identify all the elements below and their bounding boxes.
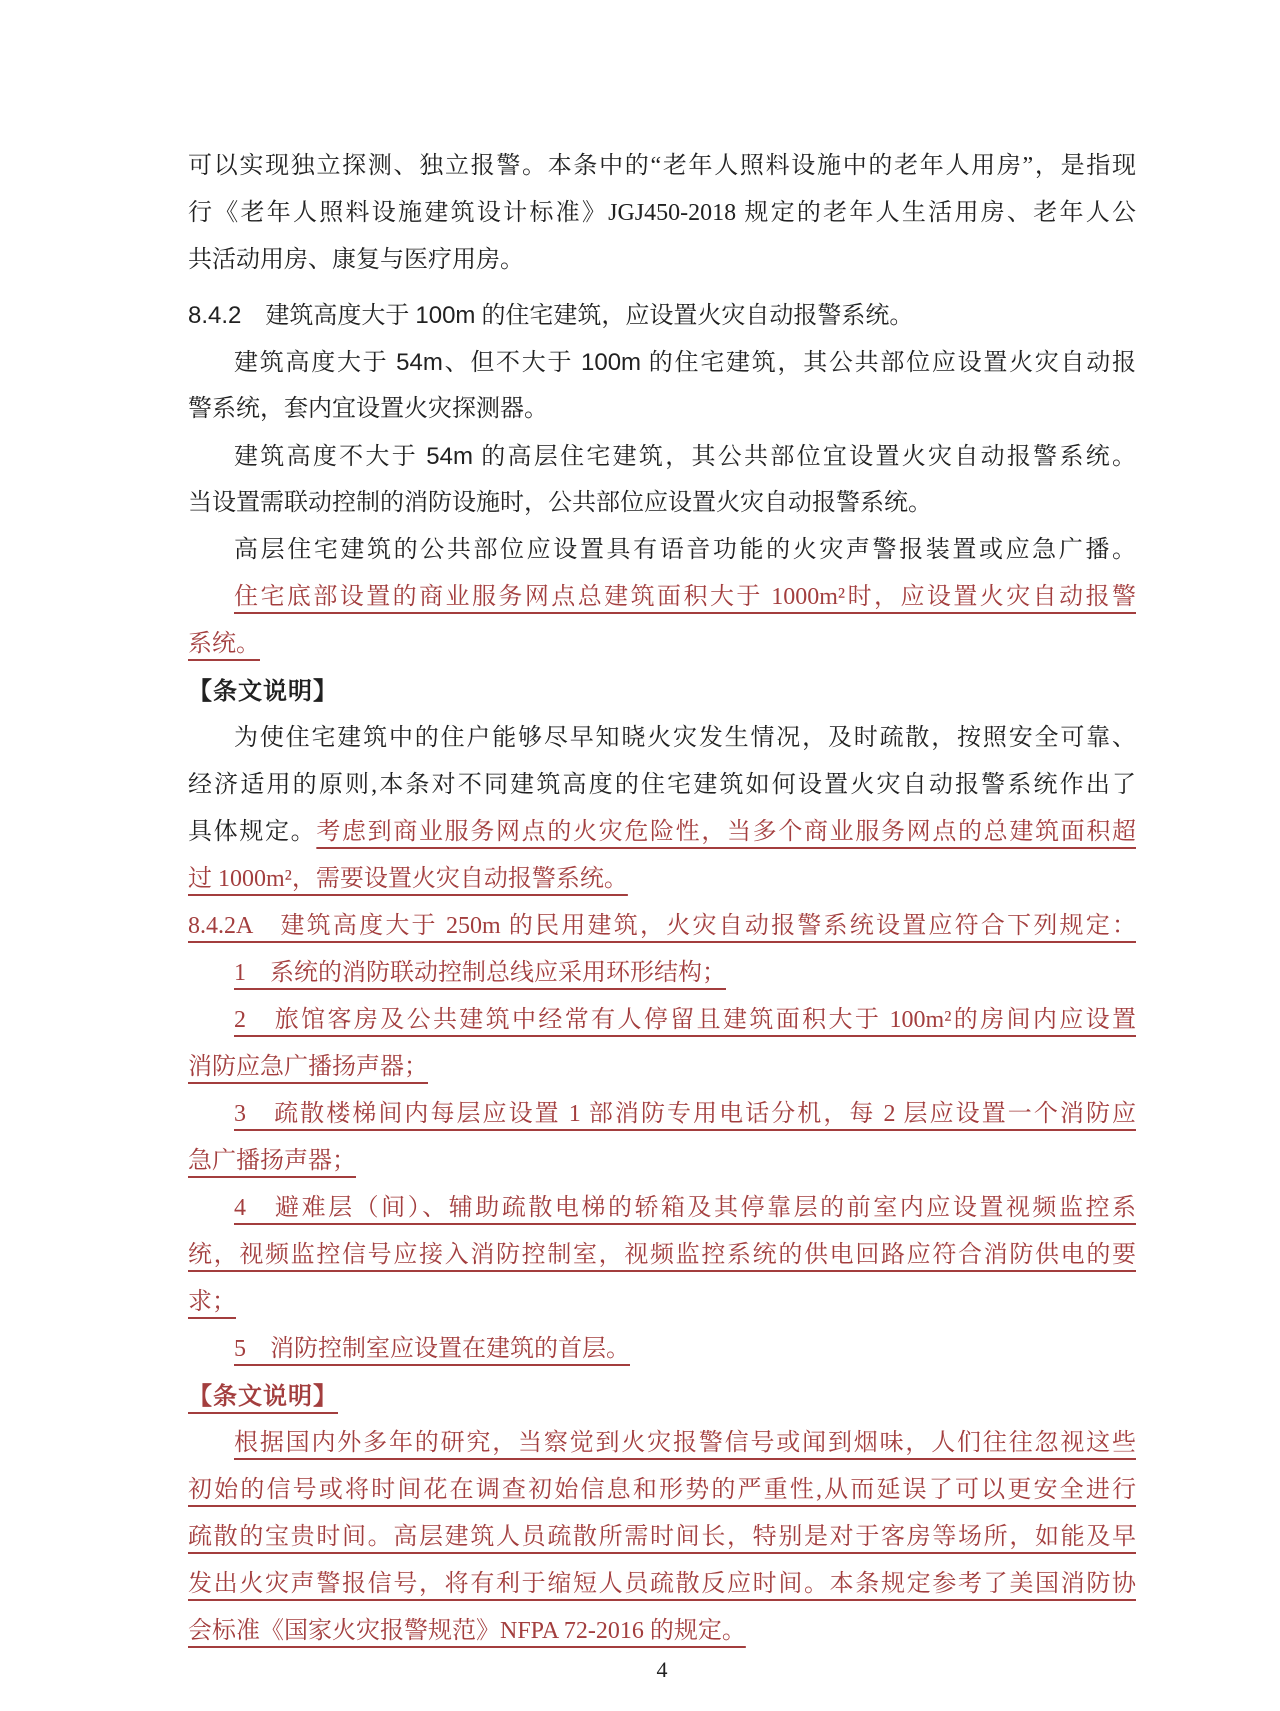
revision-explanation-line2 [188,1467,1136,1514]
text-run: 求； [188,1289,236,1315]
text-run: 54m [426,443,473,470]
text-run: 的住宅建筑，应设置火灾自动报警系统。 [475,303,914,329]
text-run: 8.4.2 [188,302,242,329]
text-run: 建筑高度大于 [234,350,397,376]
clause-8-4-2-line1 [188,292,1136,339]
text-run: 54m [396,349,443,376]
text-run: 当设置需联动控制的消防设施时，公共部位应设置火灾自动报警系统。 [188,490,932,516]
clause-8-4-2A-item4-line1 [188,1185,1136,1232]
text-run: 100m [415,302,476,329]
text-run: 根据国内外多年的研究，当察觉到火灾报警信号或闻到烟味，人们往往忽视这些 [234,1430,1136,1456]
text-run: 的高层住宅建筑，其公共部位宜设置火灾自动报警系统。 [472,444,1136,470]
page-number: 4 [656,1657,668,1682]
text-run: 住宅底部设置的商业服务网点总建筑面积大于 1000m²时，应设置火灾自动报警 [234,584,1136,610]
clause-8-4-2A-item4-line2 [188,1232,1136,1279]
clause-8-4-2A-item1 [188,950,1136,997]
text-run: 过 1000m²，需要设置火灾自动报警系统。 [188,866,628,892]
text-run: 为使住宅建筑中的住户能够尽早知晓火灾发生情况，及时疏散，按照安全可靠、 [234,725,1136,751]
text-run: 发出火灾声警报信号，将有利于缩短人员疏散反应时间。本条规定参考了美国消防协 [188,1571,1136,1597]
text-run: 100m [581,349,642,376]
prev-explanation-line3 [188,237,1136,284]
revision-explanation-line4 [188,1561,1136,1608]
text-run: 、但不大于 [442,350,581,376]
explanation-line3 [188,809,1136,856]
text-run: 警系统，套内宜设置火灾探测器。 [188,396,548,422]
text-run: 疏散的宝贵时间。高层建筑人员疏散所需时间长，特别是对于客房等场所，如能及早 [188,1524,1136,1550]
text-run: 【条文说明】 [188,1383,338,1410]
clause-8-4-2A-item3-line1 [188,1091,1136,1138]
explanation-line1 [188,715,1136,762]
text-run: 3 疏散楼梯间内每层应设置 1 部消防专用电话分机，每 2 层应设置一个消防应 [234,1101,1136,1127]
revision-explanation-line5 [188,1608,1136,1655]
clause-8-4-2-line2 [188,339,1136,386]
clause-8-4-2A-item5 [188,1326,1136,1373]
text-run: 的住宅建筑，其公共部位应设置火灾自动报 [641,350,1136,376]
clause-8-4-2-line3 [188,386,1136,433]
clause-8-4-2A-item2-line1 [188,997,1136,1044]
clause-8-4-2A-item2-line2 [188,1044,1136,1091]
section-heading-explanation-revision [188,1373,1136,1420]
explanation-line2 [188,762,1136,809]
clause-8-4-2-line5 [188,480,1136,527]
clause-8-4-2A-item3-line2 [188,1138,1136,1185]
text-run: 建筑高度大于 [241,303,416,329]
text-run: 急广播扬声器； [188,1148,356,1174]
text-run: 统，视频监控信号应接入消防控制室，视频监控系统的供电回路应符合消防供电的要 [188,1242,1136,1268]
text-run: 初始的信号或将时间花在调查初始信息和形势的严重性,从而延误了可以更安全进行 [188,1477,1136,1503]
text-run: 消防应急广播扬声器； [188,1054,428,1080]
clause-8-4-2-line4 [188,433,1136,480]
text-run: 系统。 [188,631,260,657]
prev-explanation-line2 [188,190,1136,237]
revision-explanation-line1 [188,1420,1136,1467]
text-run: 会标准《国家火灾报警规范》NFPA 72-2016 的规定。 [188,1618,746,1644]
clause-8-4-2A-line1 [188,903,1136,950]
text-run: 2 旅馆客房及公共建筑中经常有人停留且建筑面积大于 100m²的房间内应设置 [234,1007,1136,1033]
text-run: 8.4.2A 建筑高度大于 250m 的民用建筑，火灾自动报警系统设置应符合下列规定： [188,913,1136,939]
revision-explanation-line3 [188,1514,1136,1561]
explanation-line4 [188,856,1136,903]
text-run: 4 避难层（间）、辅助疏散电梯的轿箱及其停靠层的前室内应设置视频监控系 [234,1195,1136,1221]
clause-8-4-2A-item4-line3 [188,1279,1136,1326]
text-run: 具体规定。 [188,819,317,845]
text-run: 可以实现独立探测、独立报警。本条中的“老年人照料设施中的老年人用房”，是指现 [188,153,1136,179]
text-run: 经济适用的原则,本条对不同建筑高度的住宅建筑如何设置火灾自动报警系统作出了 [188,772,1136,798]
clause-8-4-2-line6 [188,527,1136,574]
prev-explanation-line1 [188,143,1136,190]
text-run: 共活动用房、康复与医疗用房。 [188,247,524,273]
text-run: 高层住宅建筑的公共部位应设置具有语音功能的火灾声警报装置或应急广播。 [234,537,1136,563]
text-run: 行《老年人照料设施建筑设计标准》JGJ450-2018 规定的老年人生活用房、老年人公 [188,200,1136,226]
document-content [188,143,1136,1655]
text-run: 建筑高度不大于 [234,444,427,470]
text-run: 考虑到商业服务网点的火灾危险性，当多个商业服务网点的总建筑面积超 [316,819,1136,845]
section-heading-explanation [188,668,1136,715]
clause-8-4-2-revision-line2 [188,621,1136,668]
clause-8-4-2-revision-line1 [188,574,1136,621]
text-run: 5 消防控制室应设置在建筑的首层。 [234,1336,630,1362]
text-run: 【条文说明】 [188,678,338,705]
text-run: 1 系统的消防联动控制总线应采用环形结构； [234,960,726,986]
